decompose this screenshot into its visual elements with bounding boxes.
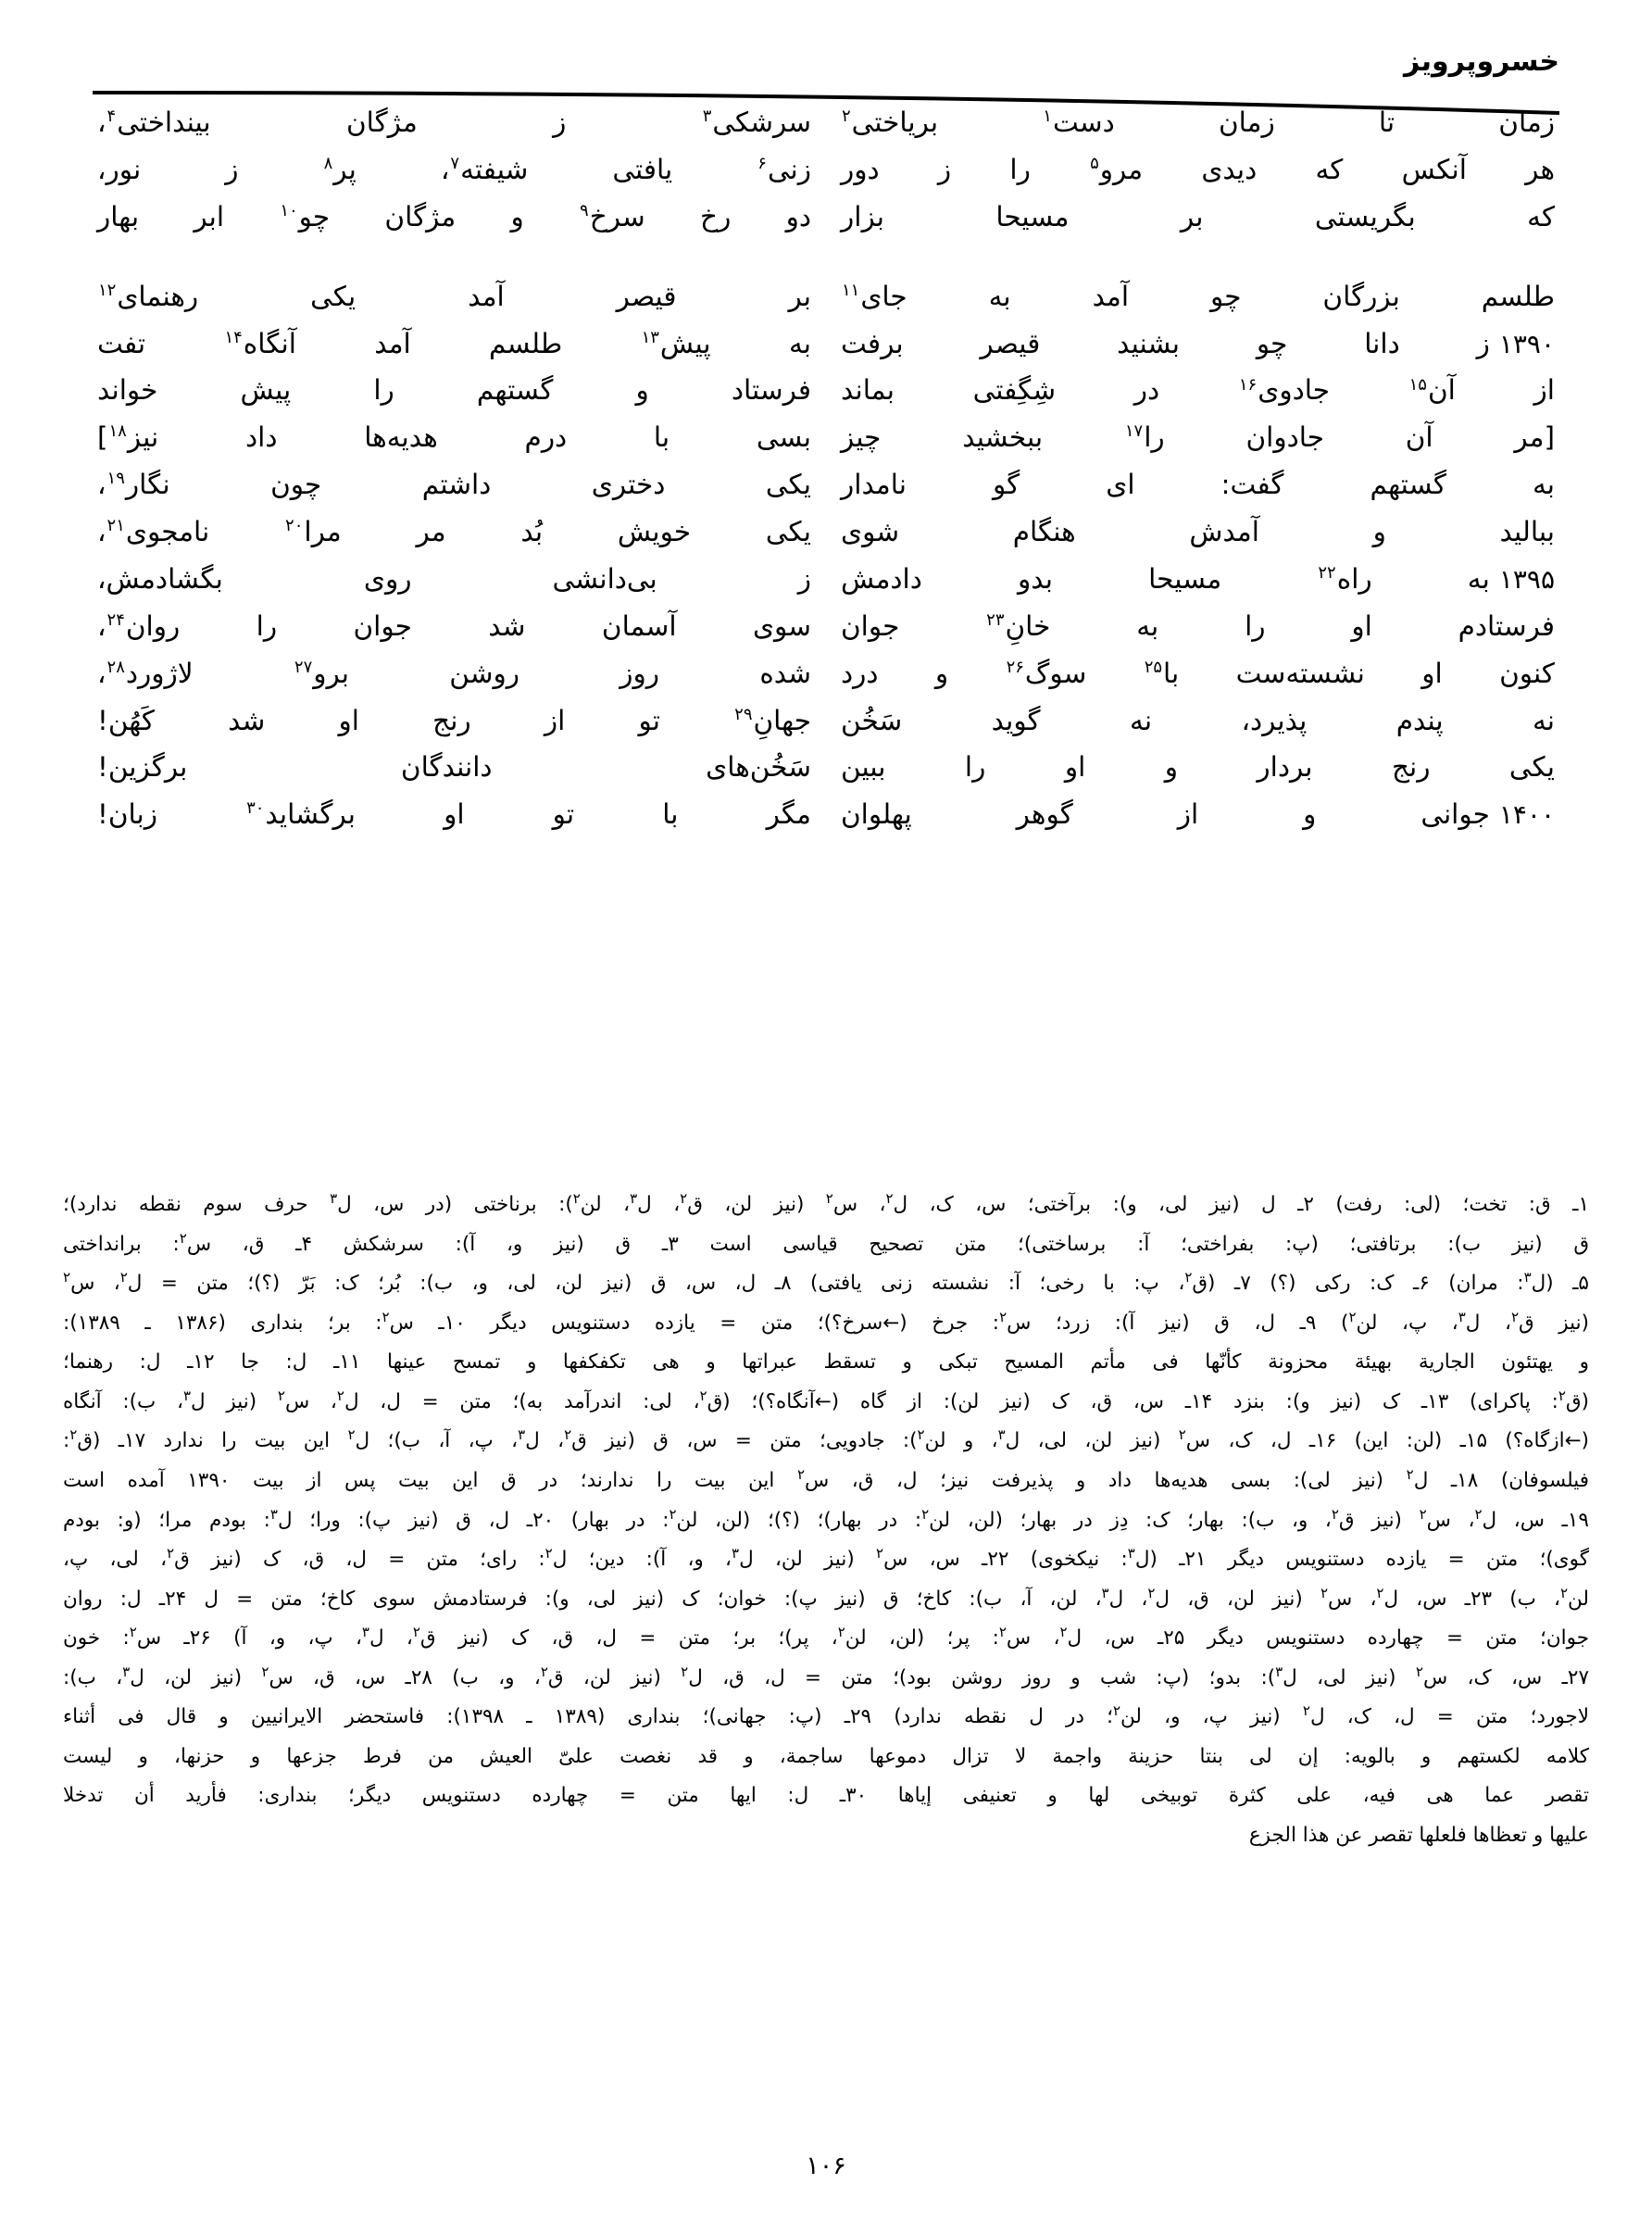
hemistich-text: مگر با تو او برگشاید$^{۳۰}$ زبان! [97, 798, 811, 831]
hemistich-right [826, 748, 1555, 787]
hemistich-left [97, 513, 826, 552]
apparatus-line: جوان؛ متن = چهارده دستنویس دیگر ۲۵ـ س، ل$^۲$، س$^۲$: پر؛ (لن، لن$^۲$، پر)؛ بر؛ متن = ل، ق، ک (نیز ق$^۲$، ل$^۳$، پ، و، آ) ۲۶ـ س$^۲$: خون [63, 1624, 1590, 1650]
apparatus-line: ۲۷ـ س، ک، س$^۲$ (نیز لی، ل$^۳$): بدو؛ (پ: شب و روز روشن بود)؛ متن = ل، ق، ل$^۲$ (نیز لن، ق$^۲$، و، ب) ۲۸ـ س، ق، س$^۲$ (نیز لن، ل$^۳$، ب): [63, 1663, 1590, 1689]
apparatus-line: گوی)؛ متن = یازده دستنویس دیگر ۲۱ـ (ل$^۳$: نیکخوی) ۲۲ـ س، س$^۲$ (نیز لن، ل$^۳$، و، آ): دین؛ ل$^۲$: رای؛ متن = ل، ق، ک (نیز ق$^۲$، لی، پ، [63, 1544, 1589, 1572]
hemistich-left [97, 419, 826, 458]
verse-body [97, 104, 1555, 843]
hemistich-text: بسی با درم هدیه‌ها داد نیز$^{۱۸}$] [97, 421, 811, 454]
hemistich-text: طلسم بزرگان چو آمد به جای$^{۱۱}$ [842, 280, 1555, 312]
verse-line [97, 608, 1555, 646]
critical-apparatus [63, 1186, 1589, 1856]
apparatus-line: ۱ـ ق: تخت؛ (لی: رفت) ۲ـ ل (نیز لی، و): برآختی؛ س، ک، ل$^۲$، س$^۲$ (نیز لن، ق$^۲$، ل$^۳$، لن$^۲$): برناختی (در س، ل$^۳$ حرف سوم نقطه ندارد)؛ [63, 1189, 1589, 1216]
apparatus-line: تقصر عما هی فیه، علی کثرة توبیخی لها و تعنیفی إیاها ۳۰ـ ل: ایها متن = چهارده دستنویس دیگر؛ بنداری: فأرید أن تدخلا [63, 1784, 1589, 1808]
verse-number: ۱۳۹۵ [1498, 563, 1555, 595]
hemistich-left [97, 198, 826, 237]
hemistich-left [97, 151, 826, 190]
hemistich-text: یکی خویش بُد مر مرا$^{۲۰}$ نامجوی$^{۲۱}$، [97, 516, 811, 547]
hemistich-left [97, 466, 826, 505]
hemistich-text: به راه$^{۲۲}$ مسیحا بدو دادمش [841, 562, 1490, 595]
verse-line [97, 560, 1555, 599]
hemistich-text: ز دانا چو بشنید قیصر برفت [841, 327, 1490, 359]
hemistich-right [826, 513, 1555, 552]
hemistich-right [826, 325, 1555, 364]
hemistich-text: یکی رنج بردار و او را ببین [841, 751, 1555, 784]
hemistich-text: ز بی‌دانشی روی بگشادمش، [97, 562, 811, 595]
verse-number: ۱۴۰۰ [1498, 799, 1555, 831]
verse-stanza [97, 104, 1555, 237]
hemistich-right [826, 419, 1555, 458]
verse-line [97, 371, 1555, 410]
hemistich-text: جهانِ$^{۲۹}$ تو از رنج او شد کَهُن! [97, 704, 811, 736]
hemistich-left [97, 655, 826, 694]
hemistich-text: کنون او نشسته‌ست با$^{۲۵}$ سوگ$^{۲۶}$ و درد [841, 657, 1555, 689]
apparatus-line: ۵ـ (ل$^۳$: مران) ۶ـ ک: رکی (؟) ۷ـ (ق$^۲$، پ: با رخی؛ آ: نشسته زنی یافتی) ۸ـ ل، س، ق (نیز لن، لی، و، ب): بُر؛ ک: بَرّ (؟)؛ متن = ل$^۲$، س$^۲$ [63, 1268, 1589, 1296]
verse-line [97, 198, 1555, 237]
hemistich-left [97, 278, 826, 317]
hemistich-text: دو رخ سرخ$^۹$ و مژگان چو$^{۱۰}$ ابر بهار [97, 200, 811, 232]
verse-line [97, 655, 1555, 694]
hemistich-right [826, 151, 1555, 190]
hemistich-right [826, 608, 1555, 646]
hemistich-right [826, 702, 1555, 741]
hemistich-right [826, 560, 1555, 599]
hemistich-text: به گستهم گفت: ای گو نامدار [841, 469, 1555, 501]
hemistich-left [97, 748, 826, 787]
hemistich-text: یکی دختری داشتم چون نگار$^{۱۹}$، [97, 469, 811, 501]
verse-number: ۱۳۹۰ [1498, 328, 1555, 359]
apparatus-line: (ق$^۲$: پاکرای) ۱۳ـ ک (نیز و): بنزد ۱۴ـ س، ق، ک (نیز لن): از گاه (←آنگاه؟)؛ (ق$^۲$، لی: اندرآمد به)؛ متن = ل، ل$^۲$، س$^۲$ (نیز ل$^۳$، ب): آنگاه [63, 1387, 1589, 1413]
verse-line [97, 278, 1555, 317]
hemistich-right [826, 104, 1555, 143]
hemistich-right [826, 278, 1555, 317]
verse-stanza [97, 278, 1555, 835]
hemistich-text: [مر آن جادوان را$^{۱۷}$ ببخشید چیز [841, 421, 1555, 454]
hemistich-text: سرشکی$^۳$ ز مژگان بینداختی$^۴$، [97, 107, 811, 138]
hemistich-text: که بگریستی بر مسیحا بزار [841, 200, 1555, 232]
hemistich-text: به پیش$^{۱۳}$ طلسم آمد آنگاه$^{۱۴}$ تفت [97, 327, 811, 359]
hemistich-text: سَخُن‌های دانندگان برگزین! [97, 751, 811, 784]
hemistich-right [826, 371, 1555, 410]
verse-line [97, 748, 1555, 787]
apparatus-line: ۱۹ـ س، ل$^۲$، س$^۲$ (نیز ق$^۲$، و، ب): بهار؛ ک: دِز در بهار؛ (لن، لن$^۲$: در بهار)؛ (؟)؛ (لن، لن$^۲$: در بهار) ۲۰ـ ل، ق (نیز پ): ورا؛ ل$^۳$: بودم مرا؛ (و: بودم [63, 1505, 1589, 1532]
verse-line [97, 796, 1555, 835]
verse-line [97, 702, 1555, 741]
hemistich-right [826, 466, 1555, 505]
page-number: ۱۰۶ [806, 2152, 846, 2180]
apparatus-line: (←ازگاه؟) ۱۵ـ (لن: این) ۱۶ـ ل، ک، س$^۲$ (نیز لن، لی، ل$^۳$، و لن$^۲$): جادویی؛ متن = س، ق (نیز ق$^۲$، ل$^۳$، پ، آ، ب)؛ ل$^۲$ این بیت را ندارد ۱۷ـ (ق$^۲$: [63, 1426, 1590, 1453]
hemistich-text: بر قیصر آمد یکی رهنمای$^{۱۲}$ [98, 280, 811, 312]
hemistich-left [97, 560, 826, 599]
verse-line [97, 104, 1555, 143]
apparatus-line: علیها و تعظاها فلعلها تقصر عن هذا الجزع [1248, 1824, 1589, 1847]
apparatus-line: (نیز ق$^۲$، ل$^۳$، پ، لن$^۲$) ۹ـ ل، ق (نیز آ): زرد؛ س$^۲$: جرخ (←سرخ؟)؛ متن = یازده دستنویس دیگر ۱۰ـ س$^۲$: بر؛ بنداری (۱۳۸۶ ـ ۱۳۸۹): [63, 1308, 1589, 1335]
hemistich-text: از آن$^{۱۵}$ جادوی$^{۱۶}$ در شِگِفتی بماند [841, 374, 1555, 407]
hemistich-left [97, 371, 826, 410]
hemistich-left [97, 796, 826, 835]
hemistich-left [97, 608, 826, 646]
hemistich-text: نه پندم پذیرد، نه گوید سَخُن [841, 704, 1555, 736]
hemistich-left [97, 104, 826, 143]
apparatus-line: فیلسوفان) ۱۸ـ ل$^۲$ (نیز لی): بسی هدیه‌ها داد و پذیرفت نیز؛ ل، ق، س$^۲$ این بیت را ندارند؛ در ق این بیت پس از بیت ۱۳۹۰ آمده است [63, 1465, 1590, 1492]
verse-line [97, 513, 1555, 552]
hemistich-text: زنی$^۶$ یافتی شیفته$^۷$، پر$^۸$ ز نور، [97, 153, 811, 185]
hemistich-text: فرستادم او را به خانِ$^{۲۳}$ جوان [841, 609, 1555, 642]
running-head-title: خسروپرویز [1404, 45, 1559, 78]
verse-line [97, 151, 1555, 190]
verse-line [97, 419, 1555, 458]
apparatus-line: لن$^۲$، ب) ۲۳ـ س، ل$^۲$، س$^۲$ (نیز لن، ق، ل$^۲$، ل$^۳$، لن، آ، ب): کاخ؛ ق (نیز پ): خوان؛ ک (نیز لی، و): فرستادمش سوی کاخ؛ متن = ل ۲۴ـ ل: روان [63, 1584, 1589, 1611]
page-header [93, 28, 1559, 93]
verse-line [97, 325, 1555, 364]
hemistich-right [826, 655, 1555, 694]
hemistich-text: زمان تا زمان دست$^۱$ بریاختی$^۲$ [842, 107, 1555, 138]
hemistich-text: جوانی و از گوهر پهلوان [841, 798, 1490, 831]
verse-line [97, 466, 1555, 505]
hemistich-right [826, 796, 1555, 835]
hemistich-text: هر آنکس که دیدی مرو$^۵$ را ز دور [841, 153, 1555, 185]
apparatus-line: و یهتئون الجاریة بهیئة محزونة کأنّها فی مأتم المسیح تبکی و تسقط عبراتها و هی تکفکفها و تمسح عینها ۱۱ـ ل: جا ۱۲ـ ل: رهنما؛ [63, 1350, 1590, 1374]
apparatus-line: ق (نیز ب): برتافتی؛ (پ: بفراختی؛ آ: برساختی)؛ متن تصحیح قیاسی است ۳ـ ق (نیز و، آ): سرشکش ۴ـ ق، س$^۲$: برانداختی [63, 1229, 1590, 1256]
hemistich-text: شده روز روشن برو$^{۲۷}$ لاژورد$^{۲۸}$، [97, 657, 812, 689]
hemistich-text: فرستاد و گستهم را پیش خواند [97, 374, 811, 407]
hemistich-right [826, 198, 1555, 237]
hemistich-left [97, 325, 826, 364]
apparatus-line: لاجورد؛ متن = ل، ک، ل$^۲$ (نیز پ، و، لن$^۲$؛ در ل نقطه ندارد) ۲۹ـ (پ: جهانی)؛ بنداری (۱۳۸۹ ـ ۱۳۹۸): فاستحضر الایرانیین و قال فی أثناء [63, 1702, 1589, 1729]
apparatus-line: کلامه لکستهم و بالویه: إن لی بنتا حزینة واجمة لا تزال دموعها ساجمة، و قد نغصت علیّ العیش من فرط جزعها و حزنها، و لیست [63, 1744, 1589, 1768]
hemistich-text: ببالید و آمدش هنگام شوی [841, 516, 1555, 547]
hemistich-left [97, 702, 826, 741]
hemistich-text: سوی آسمان شد جوان را روان$^{۲۴}$، [97, 609, 811, 642]
